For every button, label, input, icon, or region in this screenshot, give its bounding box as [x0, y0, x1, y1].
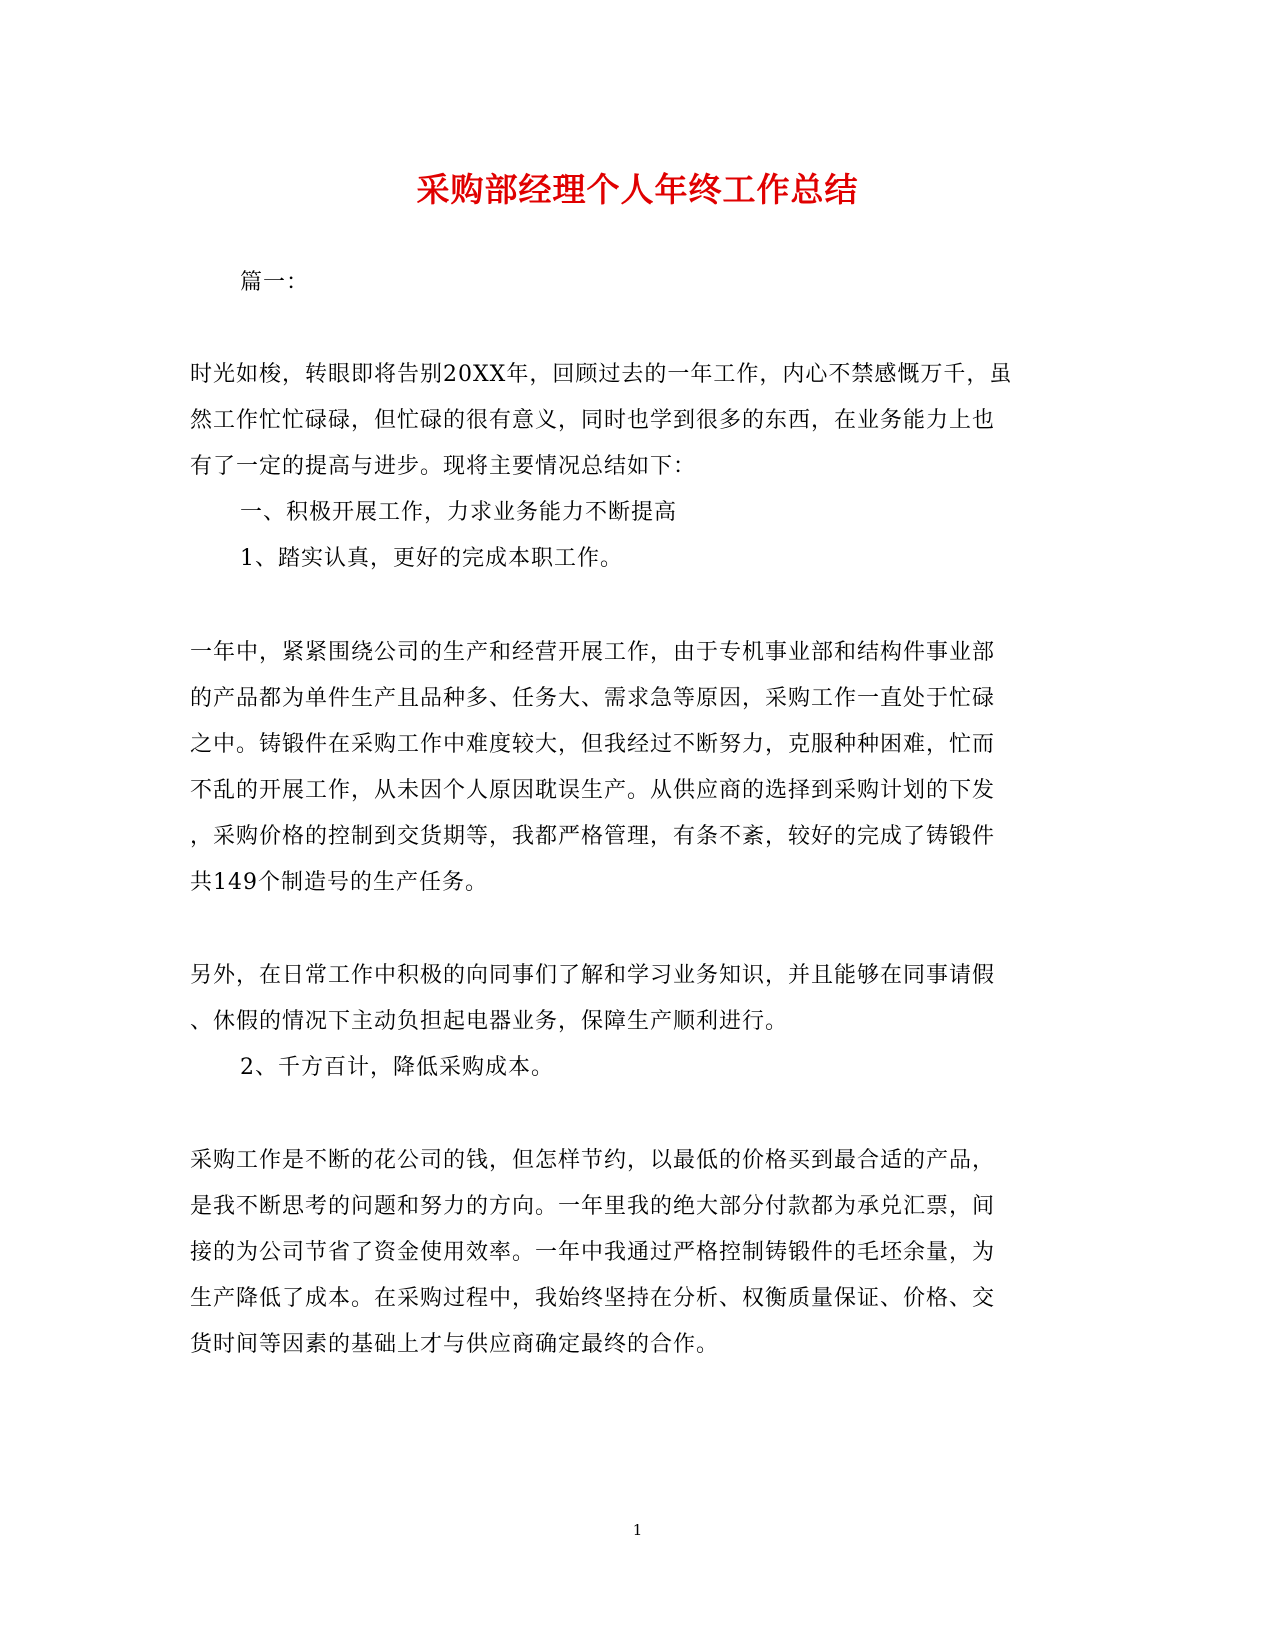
paragraph-3-line-1: 另外，在日常工作中积极的向同事们了解和学习业务知识，并且能够在同事请假 [190, 963, 996, 988]
paragraph-4-line-5: 货时间等因素的基础上才与供应商确定最终的合作。 [190, 1332, 720, 1357]
section-label: 篇一： [240, 270, 310, 295]
paragraph-2-line-1: 一年中，紧紧围绕公司的生产和经营开展工作，由于专机事业部和结构件事业部 [190, 640, 996, 665]
document-title: 采购部经理个人年终工作总结 [416, 170, 859, 209]
paragraph-4-line-3: 接的为公司节省了资金使用效率。一年中我通过严格控制铸锻件的毛坯余量，为 [190, 1240, 996, 1265]
subheading-1: 1、踏实认真，更好的完成本职工作。 [240, 546, 623, 571]
heading-1: 一、积极开展工作，力求业务能力不断提高 [240, 500, 678, 525]
paragraph-1-line-3: 有了一定的提高与进步。现将主要情况总结如下： [190, 454, 697, 479]
paragraph-4-line-2: 是我不断思考的问题和努力的方向。一年里我的绝大部分付款都为承兑汇票，间 [190, 1194, 996, 1219]
paragraph-2-line-2: 的产品都为单件生产且品种多、任务大、需求急等原因，采购工作一直处于忙碌 [190, 686, 996, 711]
paragraph-2-line-4: 不乱的开展工作，从未因个人原因耽误生产。从供应商的选择到采购计划的下发 [190, 778, 996, 803]
paragraph-2-line-5: ，采购价格的控制到交货期等，我都严格管理，有条不紊，较好的完成了铸锻件 [190, 824, 996, 849]
paragraph-3-line-2: 、休假的情况下主动负担起电器业务，保障生产顺利进行。 [190, 1009, 789, 1034]
page-number: 1 [632, 1521, 643, 1539]
paragraph-4-line-4: 生产降低了成本。在采购过程中，我始终坚持在分析、权衡质量保证、价格、交 [190, 1286, 996, 1311]
paragraph-4-line-1: 采购工作是不断的花公司的钱，但怎样节约，以最低的价格买到最合适的产品， [190, 1148, 996, 1173]
paragraph-2-line-3: 之中。铸锻件在采购工作中难度较大，但我经过不断努力，克服种种困难，忙而 [190, 732, 996, 757]
paragraph-1-line-2: 然工作忙忙碌碌，但忙碌的很有意义，同时也学到很多的东西，在业务能力上也 [190, 408, 996, 433]
subheading-2: 2、千方百计，降低采购成本。 [240, 1055, 554, 1080]
paragraph-2-line-6: 共149个制造号的生产任务。 [190, 870, 488, 895]
paragraph-1-line-1: 时光如梭，转眼即将告别20XX年，回顾过去的一年工作，内心不禁感慨万千，虽 [190, 362, 1013, 387]
